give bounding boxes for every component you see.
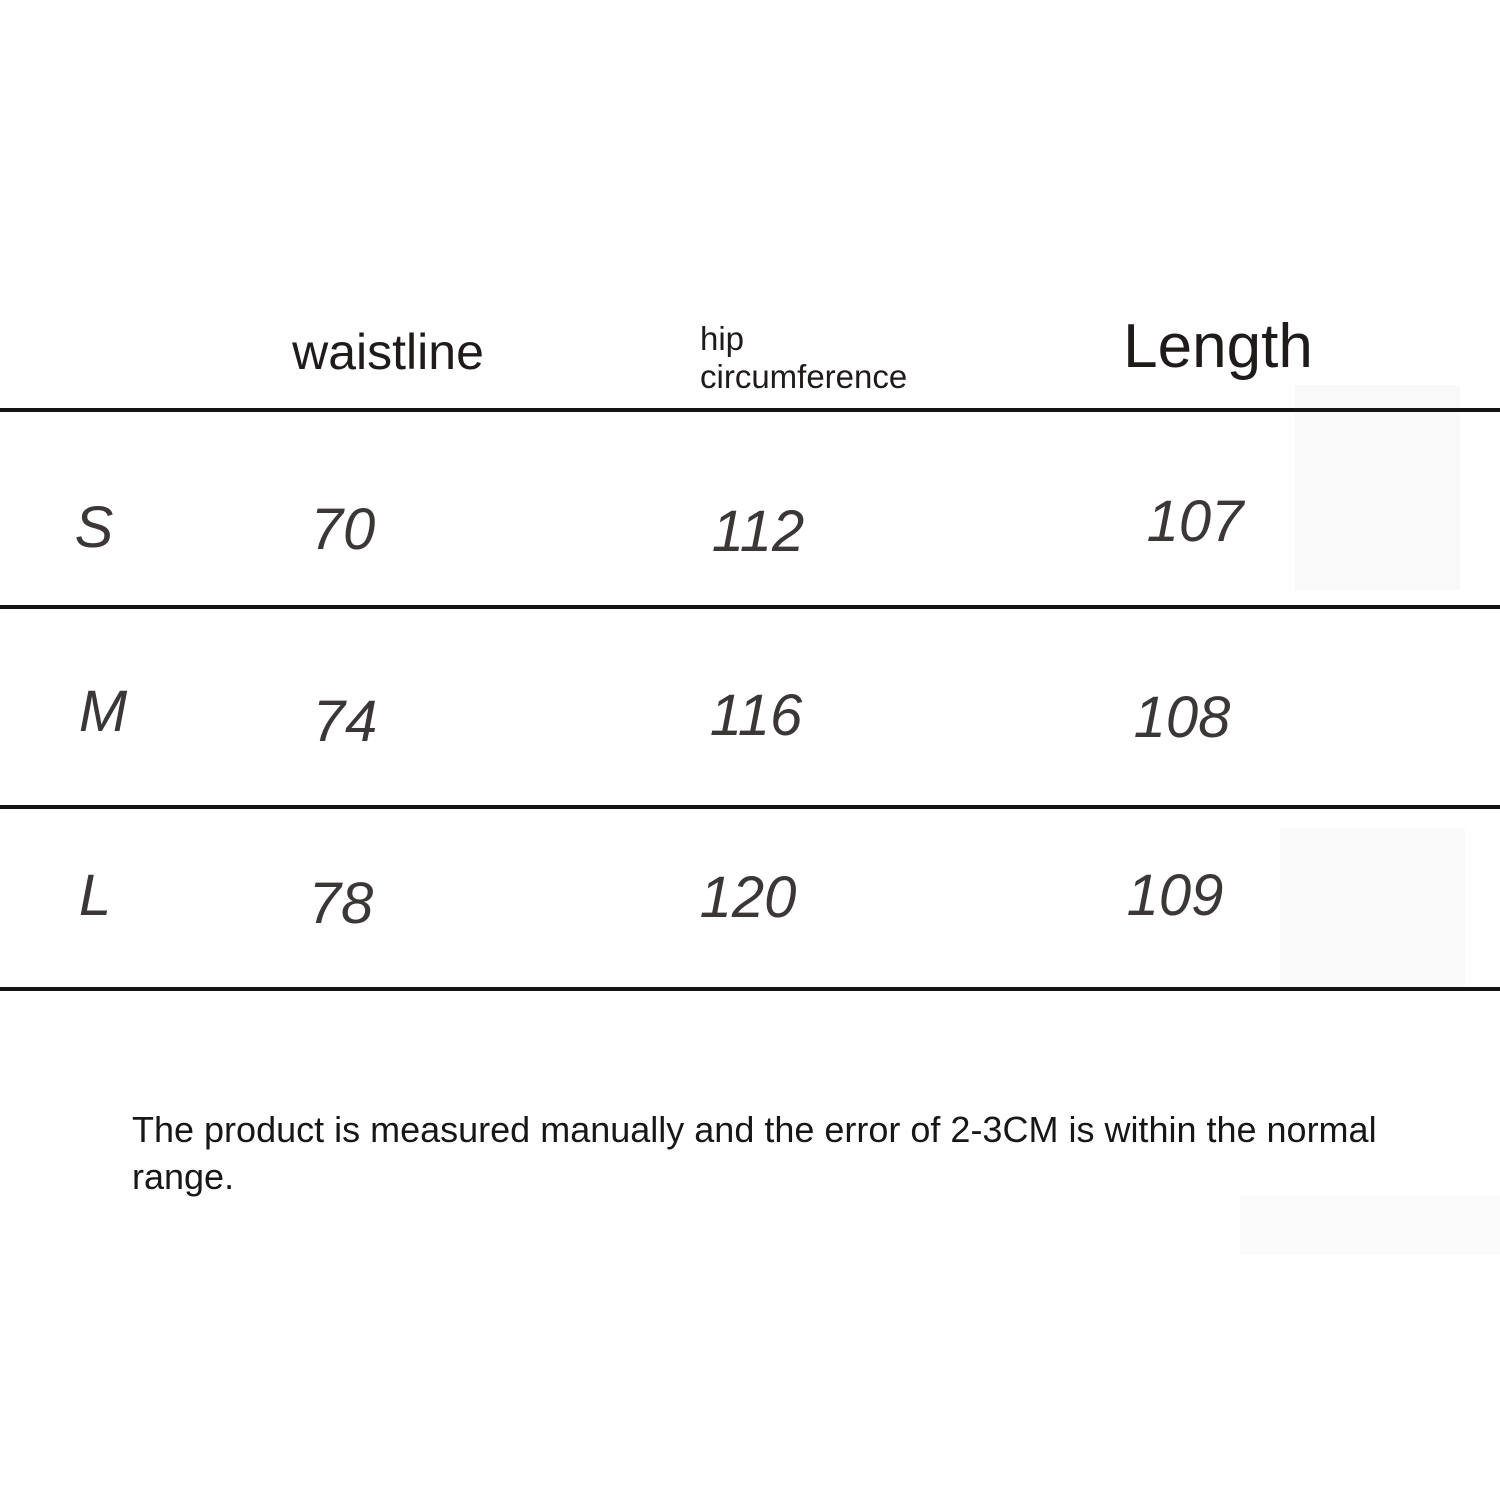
- jpeg-artifact: [1295, 385, 1460, 590]
- size-cell-s: S: [74, 495, 114, 560]
- length-cell-s: 107: [1146, 489, 1244, 554]
- row-divider-after-s: [0, 605, 1500, 609]
- measurement-note: [132, 1106, 1377, 1200]
- column-header-waistline: waistline: [292, 324, 484, 380]
- hip-cell-l: 120: [699, 865, 797, 930]
- jpeg-artifact: [1240, 1195, 1500, 1255]
- column-header-length: Length: [1123, 312, 1313, 381]
- hip-cell-m: 116: [709, 683, 803, 748]
- size-cell-l: L: [78, 863, 112, 928]
- row-divider-bottom: [0, 987, 1500, 991]
- waistline-cell-l: 78: [308, 871, 374, 936]
- waistline-cell-s: 70: [310, 497, 376, 562]
- size-cell-m: M: [78, 679, 128, 744]
- waistline-cell-m: 74: [312, 689, 378, 754]
- length-cell-m: 108: [1133, 685, 1231, 750]
- row-divider-after-m: [0, 805, 1500, 809]
- column-header-hip-line1: hip: [700, 320, 745, 357]
- jpeg-artifact: [1280, 828, 1465, 988]
- hip-cell-s: 112: [711, 499, 805, 564]
- measurement-note-line2: range.: [132, 1156, 235, 1197]
- column-header-hip-circumference: [700, 320, 907, 396]
- length-cell-l: 109: [1126, 863, 1224, 928]
- column-header-hip-line2: circumference: [700, 358, 908, 395]
- row-divider-top: [0, 408, 1500, 412]
- measurement-note-line1: The product is measured manually and the error of 2-3CM is within the normal: [132, 1109, 1377, 1150]
